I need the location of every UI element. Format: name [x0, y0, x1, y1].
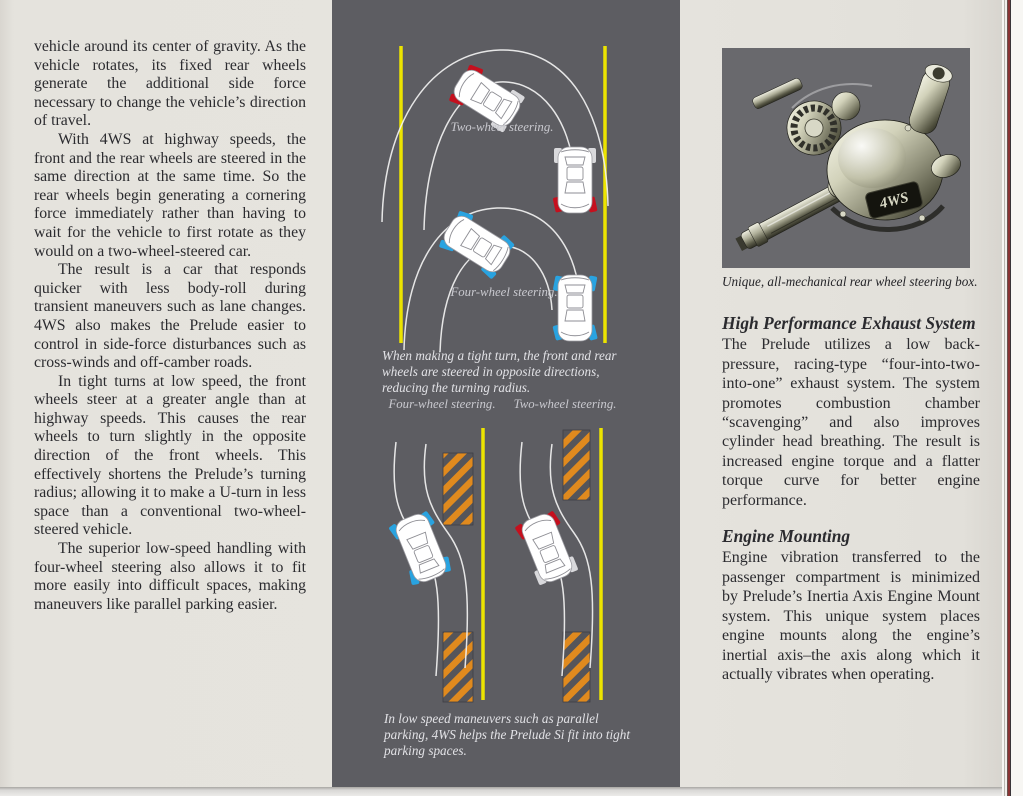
page-bottom-edge [0, 787, 1002, 796]
steering-box-photo [722, 48, 970, 268]
steering-box-illustration [722, 48, 970, 268]
right-text-column [722, 314, 980, 684]
paragraph: In tight turns at low speed, the front wheels steer at a greater angle than at highway speeds. This causes the rear wheels to turn slightly in the opposite direction of the front wheels. This effectively shortens the Prelude’s turning radius; allowing it to make a U-turn in less space than a conventional two-wheel-steered vehicle. [34, 372, 306, 539]
hazard-block [563, 430, 590, 500]
paragraph: vehicle around its center of gravity. As the vehicle rotates, its fixed rear wheels generate the additional side force necessary to change the vehicle’s direction of travel. [34, 38, 306, 130]
page-edge-lines [1004, 0, 1013, 796]
two-wheel-steering-label: Two-wheel steering. [450, 120, 554, 134]
photo-caption: Unique, all-mechanical rear wheel steering box. [722, 274, 978, 289]
paragraph: The superior low-speed handling with four-wheel steering also allows it to fit more easily into difficult spaces, making maneuvers like parallel parking easier. [34, 540, 306, 613]
uturn-caption: When making a tight turn, the front and rear wheels are steered in opposite directions, reducing the turning radius. [382, 348, 617, 395]
section-body-exhaust: The Prelude utilizes a low back-pressure, racing-type “four-into-two-into-one” exhaust system. The system promotes combustion chamber “scavenging” and also improves cylinder head breathing. The result is increased engine torque and a flatter torque curve for better engine performance. [722, 336, 980, 509]
page-stack-edge [1002, 0, 1023, 796]
section-heading-engine-mounting: Engine Mounting [722, 526, 851, 547]
steering-diagram-panel [332, 0, 680, 788]
parking-caption: In low speed maneuvers such as parallel parking, 4WS helps the Prelude Si fit into tight parking spaces. [384, 711, 631, 758]
parking-left-label: Four-wheel steering. [388, 397, 496, 411]
car-four-wheel-turning [437, 207, 517, 280]
car-two-wheel-end [553, 147, 598, 213]
hazard-block [563, 632, 590, 702]
badge-text: 4WS [878, 189, 911, 213]
section-body-engine-mounting: Engine vibration transferred to the passenger compartment is minimized by Prelude’s Inertia Axis Engine Mount system. This unique system places engine mounts along the engine’s inertial axis–the axis along which it actually vibrates when operating. [722, 549, 980, 683]
parking-right-label: Two-wheel steering. [513, 397, 617, 411]
paragraph: The result is a car that responds quicker with less body-roll during transient maneuvers such as lane changes. 4WS also makes the Prelude easier to control in side-force disturbances such as cross-winds and off-camber roads. [34, 261, 306, 372]
car-two-wheel-parking [514, 509, 580, 587]
four-wheel-steering-label: Four-wheel steering. [450, 285, 558, 299]
hazard-block [443, 453, 473, 525]
section-heading-exhaust: High Performance Exhaust System [722, 313, 976, 333]
left-text-column [34, 38, 306, 614]
paragraph: With 4WS at highway speeds, the front and the rear wheels are steered in the same direction at the same time. So the rear wheels begin generating a cornering force immediately rather than having to wait for the vehicle to first rotate as they would on a two-wheel-steered car. [34, 130, 306, 260]
hazard-block [443, 632, 473, 702]
